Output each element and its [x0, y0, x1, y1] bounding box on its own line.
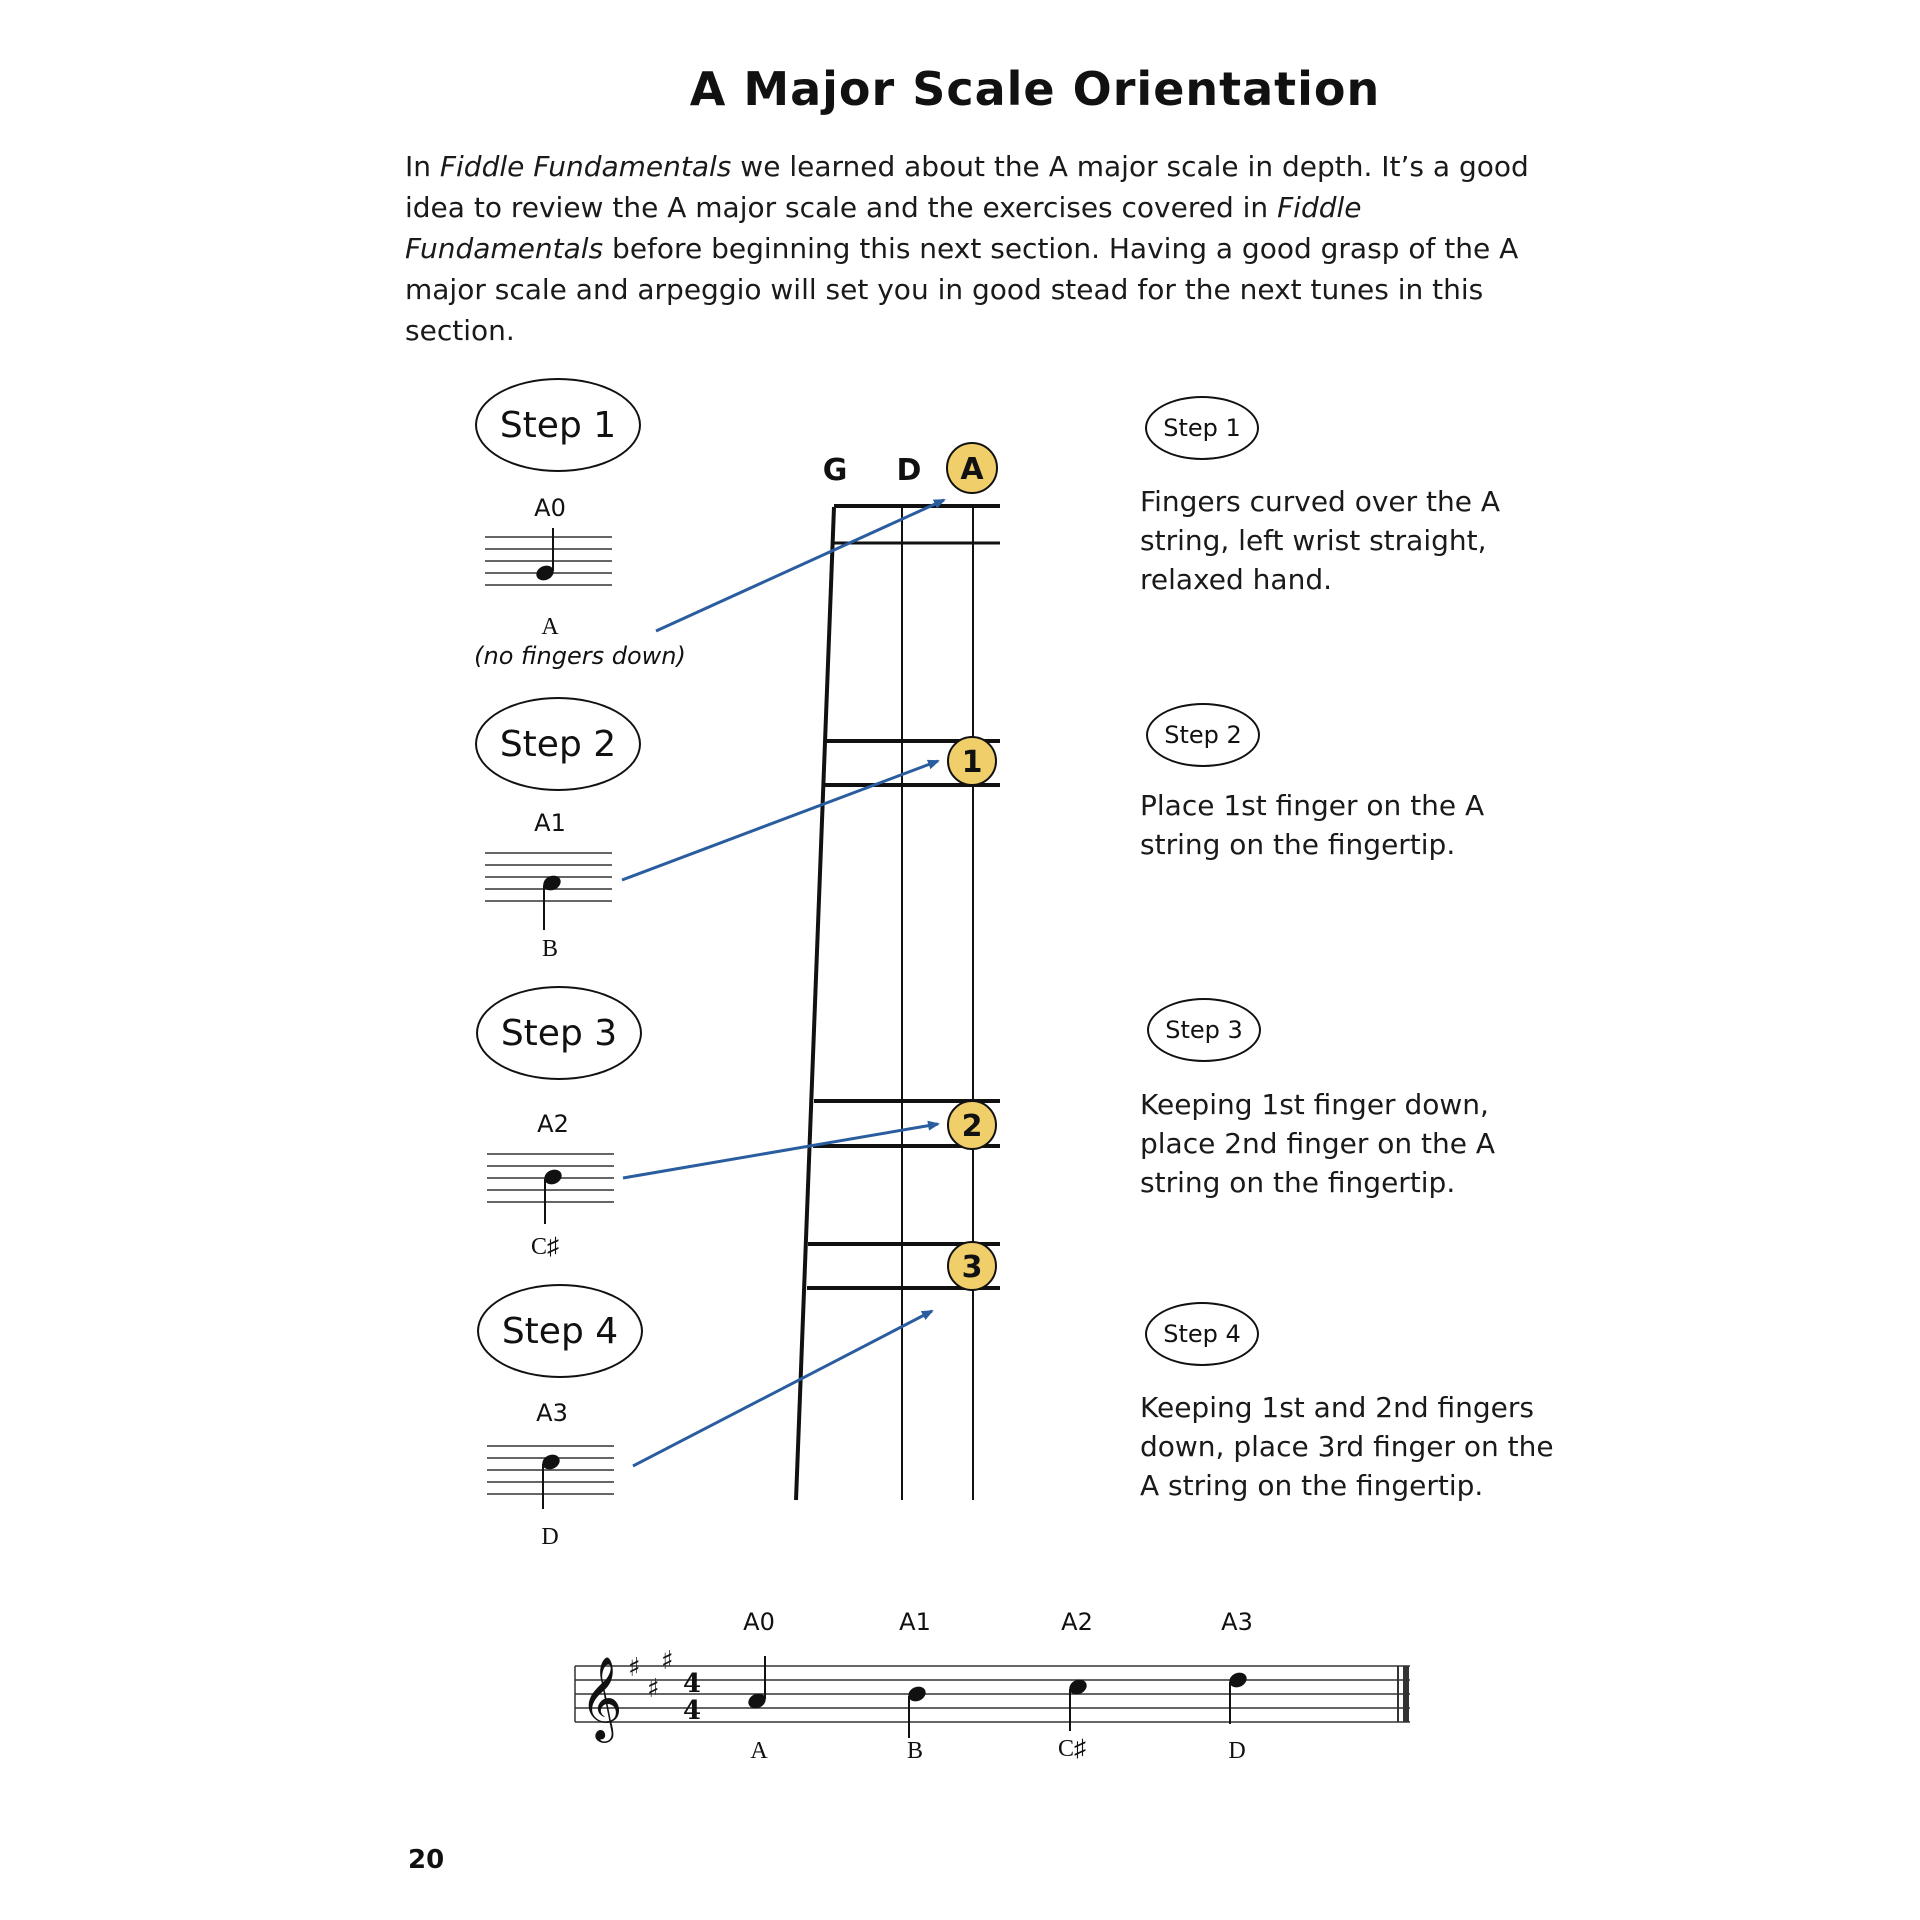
intro-text-3: before beginning this next section. Having a good grasp of the A major scale and arpeggio will set you in good stead for the next tunes in this section. — [405, 232, 1519, 347]
step-4-staff — [487, 1446, 614, 1494]
step-2-text: Place 1st finger on the A string on the fingertip. — [1140, 789, 1485, 861]
svg-text:4: 4 — [683, 1696, 702, 1726]
step-4-staff-note — [540, 1452, 562, 1509]
step-1-note: A — [541, 614, 559, 640]
arrow-step-4 — [633, 1311, 932, 1466]
intro-book-title-1: Fiddle Fundamentals — [439, 150, 732, 183]
treble-clef-icon: 𝄞 — [580, 1655, 623, 1739]
step-1-small-oval: Step 1 — [1145, 396, 1259, 460]
arrow-step-2 — [622, 761, 938, 880]
scale-note-d — [1227, 1670, 1249, 1724]
intro-book-title-2: Fiddle Fundamentals — [405, 191, 1362, 265]
fingerboard — [796, 506, 1000, 1500]
step-3-note: C♯ — [530, 1234, 559, 1260]
string-label-d: D — [896, 453, 922, 488]
string-label-g: G — [822, 453, 848, 488]
intro-text-1: In — [405, 150, 440, 183]
scale-note-c-sharp — [1067, 1677, 1089, 1731]
scale-note-a — [746, 1656, 768, 1711]
scale-code-3: A2 — [1061, 1608, 1093, 1636]
finger-1-label: 1 — [961, 745, 983, 780]
step-3-code: A2 — [537, 1110, 569, 1138]
svg-text:♯: ♯ — [628, 1653, 641, 1683]
step-2-small-oval: Step 2 — [1146, 703, 1260, 767]
step-2-oval: Step 2 — [475, 697, 641, 791]
scale-code-4: A3 — [1221, 1608, 1253, 1636]
scale-note-3: C♯ — [1057, 1736, 1086, 1762]
finger-3-label: 3 — [961, 1250, 983, 1285]
step-1-note-extra: (no fingers down) — [474, 642, 686, 670]
step-2-code: A1 — [534, 809, 566, 837]
step-1-oval: Step 1 — [475, 378, 641, 472]
string-label-a: A — [960, 452, 984, 487]
scale-code-1: A0 — [743, 1608, 775, 1636]
step-3-oval: Step 3 — [476, 986, 642, 1080]
step-1-text: Fingers curved over the A string, left wrist straight, relaxed hand. — [1140, 485, 1501, 596]
page-number: 20 — [408, 1845, 445, 1875]
intro-text-2: we learned about the A major scale in depth. It’s a good idea to review the A major scale and the exercises covered in — [405, 150, 1529, 224]
scale-note-b — [906, 1684, 928, 1738]
svg-text:♯: ♯ — [647, 1674, 660, 1704]
scale-note-1: A — [750, 1738, 768, 1764]
scale-code-2: A1 — [899, 1608, 931, 1636]
finger-2-label: 2 — [961, 1109, 983, 1144]
key-signature-sharps — [628, 1646, 674, 1704]
step-3-text: Keeping 1st finger down, place 2nd finger on the A string on the fingertip. — [1140, 1088, 1496, 1199]
svg-text:♯: ♯ — [661, 1646, 674, 1676]
step-2-note: B — [541, 936, 558, 962]
step-4-note: D — [541, 1524, 559, 1550]
step-4-oval: Step 4 — [477, 1284, 643, 1378]
scale-note-4: D — [1228, 1738, 1246, 1764]
step-3-small-oval: Step 3 — [1147, 998, 1261, 1062]
step-4-code: A3 — [536, 1399, 568, 1427]
arrow-step-3 — [623, 1124, 938, 1178]
step-4-small-oval: Step 4 — [1145, 1302, 1259, 1366]
step-3-staff-note — [542, 1167, 564, 1224]
step-4-text: Keeping 1st and 2nd fingers down, place 3rd finger on the A string on the fingertip. — [1140, 1391, 1554, 1502]
page-title: A Major Scale Orientation — [689, 62, 1381, 116]
time-signature — [683, 1669, 701, 1726]
step-1-code: A0 — [534, 494, 566, 522]
arrow-step-1 — [656, 500, 944, 631]
svg-text:4: 4 — [683, 1669, 702, 1699]
scale-note-2: B — [906, 1738, 923, 1764]
